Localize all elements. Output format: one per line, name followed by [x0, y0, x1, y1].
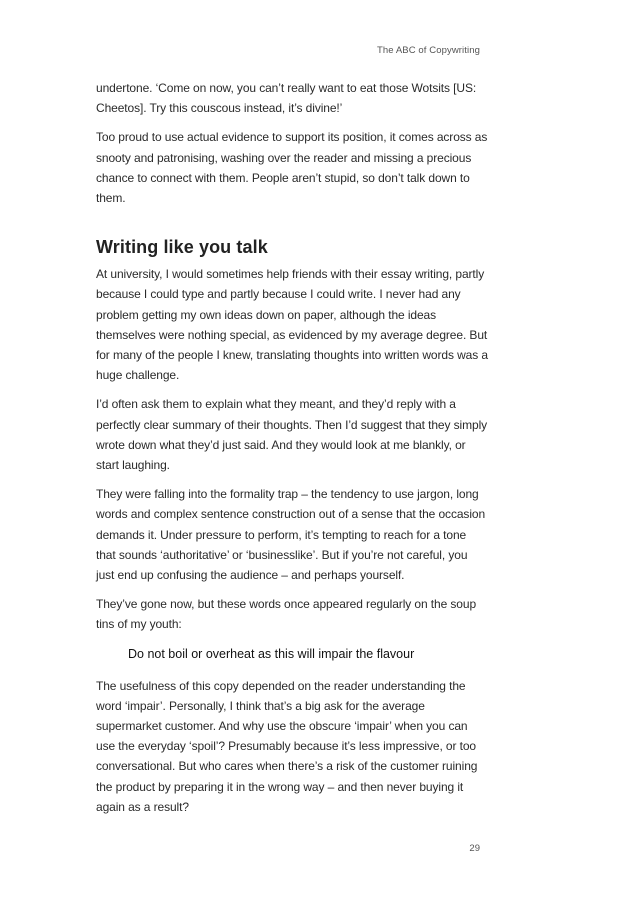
paragraph: At university, I would sometimes help friends with their essay writing, partly because I could type and partly because I could write. I never had any problem getting my own ideas down on paper, although the ideas themselves were nothing special, as evidenced by my average degree. But for many of the people I knew, translating thoughts into written words was a huge challenge.: [96, 267, 488, 383]
body-text: [96, 78, 488, 826]
paragraph: They were falling into the formality trap – the tendency to use jargon, long words and complex sentence construction out of a sense that the occasion demands it. Under pressure to perform, it’s tempting to reach for a tone that sounds ‘authoritative’ or ‘businesslike’. But if you’re not careful, you just end up confusing the audience – and perhaps yourself.: [96, 487, 486, 583]
paragraph: They’ve gone now, but these words once appeared regularly on the soup tins of my youth:: [96, 597, 477, 632]
block-quote: Do not boil or overheat as this will impair the flavour: [128, 646, 415, 661]
page-number: 29: [469, 843, 480, 854]
paragraph: Too proud to use actual evidence to support its position, it comes across as snooty and patronising, washing over the reader and missing a precious chance to connect with them. People aren’t stupid, so don’t talk down to them.: [96, 130, 488, 206]
running-head: The ABC of Copywriting: [376, 45, 480, 56]
paragraph: I’d often ask them to explain what they meant, and they’d reply with a perfectly clear summary of their thoughts. Then I’d suggest that they simply wrote down what they’d just said. And they would look at me blankly, or start laughing.: [96, 397, 488, 473]
paragraph: The usefulness of this copy depended on the reader understanding the word ‘impair’. Personally, I think that’s a big ask for the average supermarket customer. And why use the obscure ‘impair’ when you can use the everyday ‘spoil’? Presumably because it’s less impressive, or too conversational. But who cares when there’s a risk of the customer ruining the product by preparing it in the wrong way – and then never buying it again as a result?: [96, 678, 478, 814]
section-heading: Writing like you talk: [96, 237, 268, 258]
paragraph: undertone. ‘Come on now, you can’t really want to eat those Wotsits [US: Cheetos]. Try this couscous instead, it’s divine!’: [96, 81, 477, 116]
